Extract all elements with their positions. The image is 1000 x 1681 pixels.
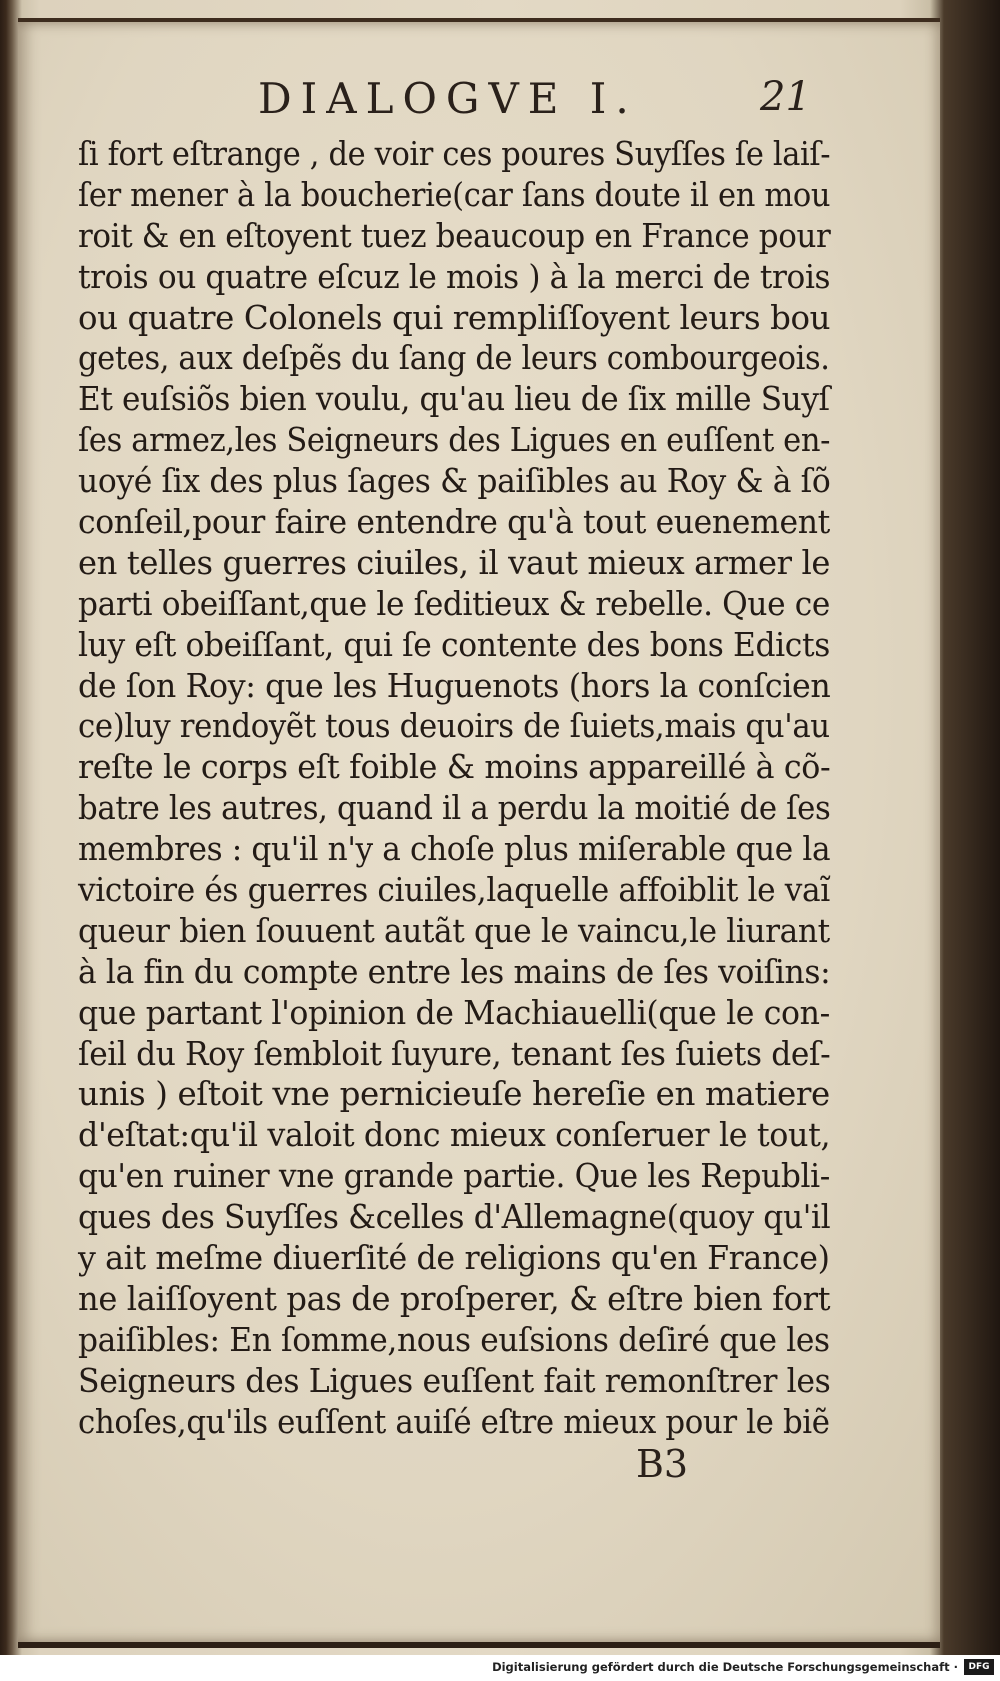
text-line: conſeil,pour faire entendre qu'à tout euenement	[78, 502, 830, 542]
text-line: ou quatre Colonels qui rempliſſoyent leurs bou	[78, 297, 831, 337]
text-line: ſi fort eſtrange , de voir ces poures Suyſſes ſe laiſ-	[78, 134, 831, 173]
text-line: ce)luy rendoyẽt tous deuoirs de ſuiets,mais qu'au	[78, 706, 830, 746]
text-line: Seigneurs des Ligues euſſent fait remonſtrer les	[78, 1360, 831, 1400]
page-paper	[18, 18, 940, 1648]
text-line: ſeil du Roy ſembloit ſuyure, tenant ſes ſuiets deſ-	[78, 1033, 831, 1073]
text-line: queur bien ſouuent autãt que le vaincu,le liurant	[78, 910, 830, 950]
text-line: Et euſsiõs bien voulu, qu'au lieu de ſix mille Suyſ	[78, 379, 830, 419]
text-line: trois ou quatre eſcuz le mois ) à la merci de trois	[78, 256, 831, 296]
digitization-footer	[0, 1655, 1000, 1681]
text-line: uoyé ſix des plus ſages & paiſibles au Roy & à ſõ	[78, 461, 831, 501]
text-line: y ait meſme diuerſité de religions qu'en France)	[78, 1238, 830, 1278]
text-line: de ſon Roy: que les Huguenots (hors la conſcien	[78, 665, 831, 705]
text-line: ne laiſſoyent pas de proſperer, & eſtre bien fort	[78, 1278, 831, 1318]
text-line: qu'en ruiner vne grande partie. Que les Republi-	[78, 1156, 830, 1196]
text-line: victoire és guerres ciuiles,laquelle affoiblit le vaĩ	[78, 870, 830, 910]
text-line: ſes armez,les Seigneurs des Ligues en euſſent en-	[78, 420, 831, 460]
text-line: que partant l'opinion de Machiauelli(que le con-	[78, 992, 830, 1032]
page-number: 21	[760, 74, 811, 120]
text-line: en telles guerres ciuiles, il vaut mieux armer le	[78, 542, 831, 582]
text-line: choſes,qu'ils euſſent auiſé eſtre mieux pour le biẽ	[78, 1401, 830, 1441]
text-line: membres : qu'il n'y a choſe plus miſerable que la	[78, 829, 831, 869]
text-line: ſer mener à la boucherie(car ſans doute il en mou	[78, 174, 831, 214]
running-title: DIALOGVE I.	[258, 74, 638, 123]
text-line: roit & en eſtoyent tuez beaucoup en France pour	[78, 215, 831, 255]
page-header	[18, 74, 940, 134]
signature-mark: B3	[636, 1442, 689, 1486]
body-text	[78, 134, 830, 1443]
text-line: reſte le corps eſt foible & moins appareillé à cõ-	[78, 747, 831, 787]
text-line: getes, aux deſpẽs du ſang de leurs combourgeois.	[78, 338, 830, 378]
text-line: paiſibles: En ſomme,nous euſsions deſiré que les	[78, 1319, 830, 1359]
text-line: unis ) eſtoit vne pernicieuſe hereſie en matiere	[78, 1074, 830, 1114]
dfg-logo-icon: DFG	[964, 1659, 994, 1675]
text-line: à la fin du compte entre les mains de ſes voiſins:	[78, 951, 831, 991]
text-line: ques des Suyſſes &celles d'Allemagne(quoy qu'il	[78, 1197, 831, 1237]
funding-credit: Digitalisierung gefördert durch die Deutsche Forschungsgemeinschaft ·	[492, 1660, 958, 1674]
text-line: d'eſtat:qu'il valoit donc mieux conſeruer le tout,	[78, 1115, 831, 1155]
text-line: parti obeiſſant,que le ſeditieux & rebelle. Que ce	[78, 583, 830, 623]
text-line: batre les autres, quand il a perdu la moitié de ſes	[78, 788, 831, 828]
text-line: luy eſt obeiſſant, qui ſe contente des bons Edicts	[78, 624, 830, 664]
